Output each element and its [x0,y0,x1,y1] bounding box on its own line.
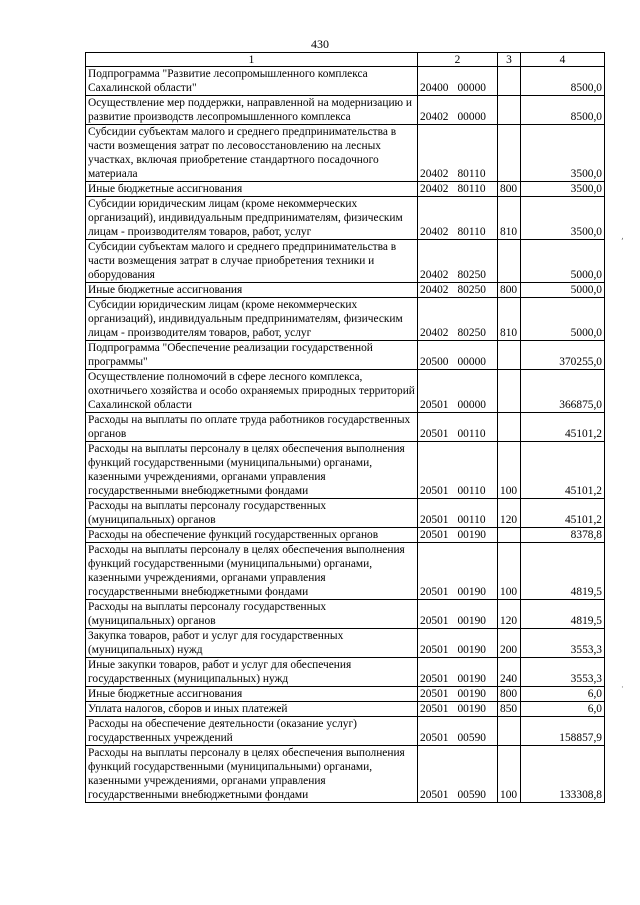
code-program-part: 20501 [420,529,449,541]
row-amount: 5000,0 [521,240,605,283]
table-row [86,499,605,528]
row-target-code [418,717,498,746]
code-direction-part: 00000 [457,82,486,94]
budget-table [85,52,605,803]
row-expense-type: 120 [498,600,521,629]
row-expense-type: 800 [498,283,521,298]
code-program-part: 20501 [420,688,449,700]
row-target-code [418,125,498,182]
code-direction-part: 80250 [457,269,486,281]
code-program-part: 20501 [420,428,449,440]
row-amount: 3553,3 [521,658,605,687]
row-name: Иные закупки товаров, работ и услуг для обеспечения государственных (муниципальных) нужд [86,658,418,687]
table-row [86,298,605,341]
code-program-part: 20501 [420,586,449,598]
row-target-code [418,746,498,803]
row-expense-type: 100 [498,746,521,803]
code-direction-part: 80250 [457,284,486,296]
code-direction-part: 00000 [457,356,486,368]
row-amount: 6,0 [521,687,605,702]
column-header-2: 2 [418,53,498,67]
row-expense-type: 800 [498,687,521,702]
row-amount: 8500,0 [521,96,605,125]
code-direction-part: 00000 [457,399,486,411]
row-target-code [418,341,498,370]
table-row [86,283,605,298]
row-name: Расходы на обеспечение деятельности (оказание услуг) государственных учреждений [86,717,418,746]
row-target-code [418,96,498,125]
row-amount: 3500,0 [521,125,605,182]
row-amount: 45101,2 [521,499,605,528]
row-expense-type: 240 [498,658,521,687]
code-program-part: 20501 [420,703,449,715]
row-amount: 45101,2 [521,442,605,499]
column-header-1: 1 [86,53,418,67]
code-direction-part: 00590 [457,732,486,744]
column-header-3: 3 [498,53,521,67]
row-amount: 8378,8 [521,528,605,543]
row-target-code [418,442,498,499]
table-row [86,125,605,182]
table-header-row [86,53,605,67]
row-amount: 366875,0 [521,370,605,413]
row-expense-type [498,370,521,413]
row-target-code [418,370,498,413]
page-number: 430 [311,37,329,51]
row-target-code [418,499,498,528]
table-row [86,67,605,96]
code-direction-part: 80110 [457,183,486,195]
row-name: Иные бюджетные ассигнования [86,687,418,702]
row-amount: 5000,0 [521,283,605,298]
table-row [86,370,605,413]
row-amount: 4819,5 [521,600,605,629]
row-name: Закупка товаров, работ и услуг для государственных (муниципальных) нужд [86,629,418,658]
row-expense-type: 200 [498,629,521,658]
row-expense-type: 850 [498,702,521,717]
row-name: Субсидии субъектам малого и среднего предпринимательства в части возмещения затрат по лесовосстановлению на лесных участках, включая приобретение стандартного посадочного материала [86,125,418,182]
row-target-code [418,182,498,197]
code-direction-part: 80110 [457,226,486,238]
table-row [86,240,605,283]
row-amount: 45101,2 [521,413,605,442]
table-row [86,413,605,442]
row-amount: 6,0 [521,702,605,717]
row-name: Подпрограмма "Развитие лесопромышленного комплекса Сахалинской области" [86,67,418,96]
table-row [86,182,605,197]
row-expense-type: 800 [498,182,521,197]
row-amount: 3553,3 [521,629,605,658]
margin-tick-mark: · [621,683,624,693]
row-name: Осуществление мер поддержки, направленной на модернизацию и развитие производств лесопромышленного комплекса [86,96,418,125]
row-expense-type [498,125,521,182]
code-direction-part: 00190 [457,529,486,541]
code-program-part: 20400 [420,82,449,94]
code-program-part: 20402 [420,269,449,281]
row-name: Расходы на выплаты персоналу в целях обеспечения выполнения функций государственными (муниципальными) органами, казенными учреждениями, органами управления государственными внебюджетными фондами [86,543,418,600]
row-target-code [418,283,498,298]
row-expense-type [498,67,521,96]
row-name: Иные бюджетные ассигнования [86,283,418,298]
table-row [86,746,605,803]
code-program-part: 20501 [420,485,449,497]
row-name: Уплата налогов, сборов и иных платежей [86,702,418,717]
row-expense-type: 810 [498,197,521,240]
code-program-part: 20402 [420,284,449,296]
row-target-code [418,543,498,600]
row-name: Расходы на выплаты по оплате труда работников государственных органов [86,413,418,442]
margin-tick-mark: , [621,232,624,242]
code-program-part: 20402 [420,168,449,180]
row-expense-type [498,717,521,746]
column-header-4: 4 [521,53,605,67]
row-amount: 158857,9 [521,717,605,746]
code-direction-part: 00000 [457,111,486,123]
code-program-part: 20501 [420,673,449,685]
row-target-code [418,67,498,96]
code-program-part: 20501 [420,514,449,526]
code-program-part: 20501 [420,399,449,411]
row-expense-type [498,96,521,125]
row-name: Иные бюджетные ассигнования [86,182,418,197]
row-name: Расходы на выплаты персоналу в целях обеспечения выполнения функций государственными (муниципальными) органами, казенными учреждениями, органами управления государственными внебюджетными фондами [86,746,418,803]
code-direction-part: 00110 [457,428,486,440]
code-program-part: 20402 [420,183,449,195]
row-target-code [418,240,498,283]
row-target-code [418,658,498,687]
table-row [86,96,605,125]
code-program-part: 20500 [420,356,449,368]
row-name: Расходы на обеспечение функций государственных органов [86,528,418,543]
row-expense-type: 100 [498,543,521,600]
code-program-part: 20402 [420,111,449,123]
code-direction-part: 00110 [457,485,486,497]
code-direction-part: 80110 [457,168,486,180]
table-row [86,687,605,702]
table-row [86,629,605,658]
row-expense-type [498,413,521,442]
code-program-part: 20402 [420,327,449,339]
code-direction-part: 00190 [457,615,486,627]
row-target-code [418,702,498,717]
row-target-code [418,600,498,629]
table-row [86,702,605,717]
table-row [86,600,605,629]
row-amount: 5000,0 [521,298,605,341]
code-direction-part: 00590 [457,789,486,801]
row-target-code [418,197,498,240]
table-row [86,658,605,687]
table-body [86,67,605,803]
code-direction-part: 80250 [457,327,486,339]
row-name: Расходы на выплаты персоналу в целях обеспечения выполнения функций государственными (муниципальными) органами, казенными учреждениями, органами управления государственными внебюджетными фондами [86,442,418,499]
table-row [86,717,605,746]
row-amount: 4819,5 [521,543,605,600]
table-row [86,341,605,370]
row-target-code [418,298,498,341]
table-row [86,197,605,240]
row-name: Осуществление полномочий в сфере лесного комплекса, охотничьего хозяйства и особо охраняемых природных территорий Сахалинской области [86,370,418,413]
table-row [86,543,605,600]
row-expense-type: 810 [498,298,521,341]
code-direction-part: 00190 [457,703,486,715]
row-expense-type [498,341,521,370]
code-direction-part: 00190 [457,688,486,700]
row-amount: 3500,0 [521,197,605,240]
row-name: Субсидии юридическим лицам (кроме некоммерческих организаций), индивидуальным предпринимателям, физическим лицам - производителям товаров, работ, услуг [86,197,418,240]
table-row [86,528,605,543]
row-amount: 370255,0 [521,341,605,370]
row-amount: 8500,0 [521,67,605,96]
code-direction-part: 00110 [457,514,486,526]
row-amount: 133308,8 [521,746,605,803]
code-program-part: 20402 [420,226,449,238]
row-name: Подпрограмма "Обеспечение реализации государственной программы" [86,341,418,370]
row-expense-type: 120 [498,499,521,528]
row-target-code [418,687,498,702]
code-direction-part: 00190 [457,644,486,656]
row-name: Субсидии юридическим лицам (кроме некоммерческих организаций), индивидуальным предпринимателям, физическим лицам - производителям товаров, работ, услуг [86,298,418,341]
row-name: Субсидии субъектам малого и среднего предпринимательства в части возмещения затрат в случае приобретения техники и оборудования [86,240,418,283]
code-direction-part: 00190 [457,586,486,598]
row-target-code [418,528,498,543]
code-direction-part: 00190 [457,673,486,685]
code-program-part: 20501 [420,789,449,801]
row-expense-type [498,240,521,283]
code-program-part: 20501 [420,615,449,627]
row-amount: 3500,0 [521,182,605,197]
row-target-code [418,629,498,658]
code-program-part: 20501 [420,732,449,744]
row-target-code [418,413,498,442]
table-row [86,442,605,499]
row-expense-type: 100 [498,442,521,499]
row-expense-type [498,528,521,543]
row-name: Расходы на выплаты персоналу государственных (муниципальных) органов [86,499,418,528]
row-name: Расходы на выплаты персоналу государственных (муниципальных) органов [86,600,418,629]
code-program-part: 20501 [420,644,449,656]
